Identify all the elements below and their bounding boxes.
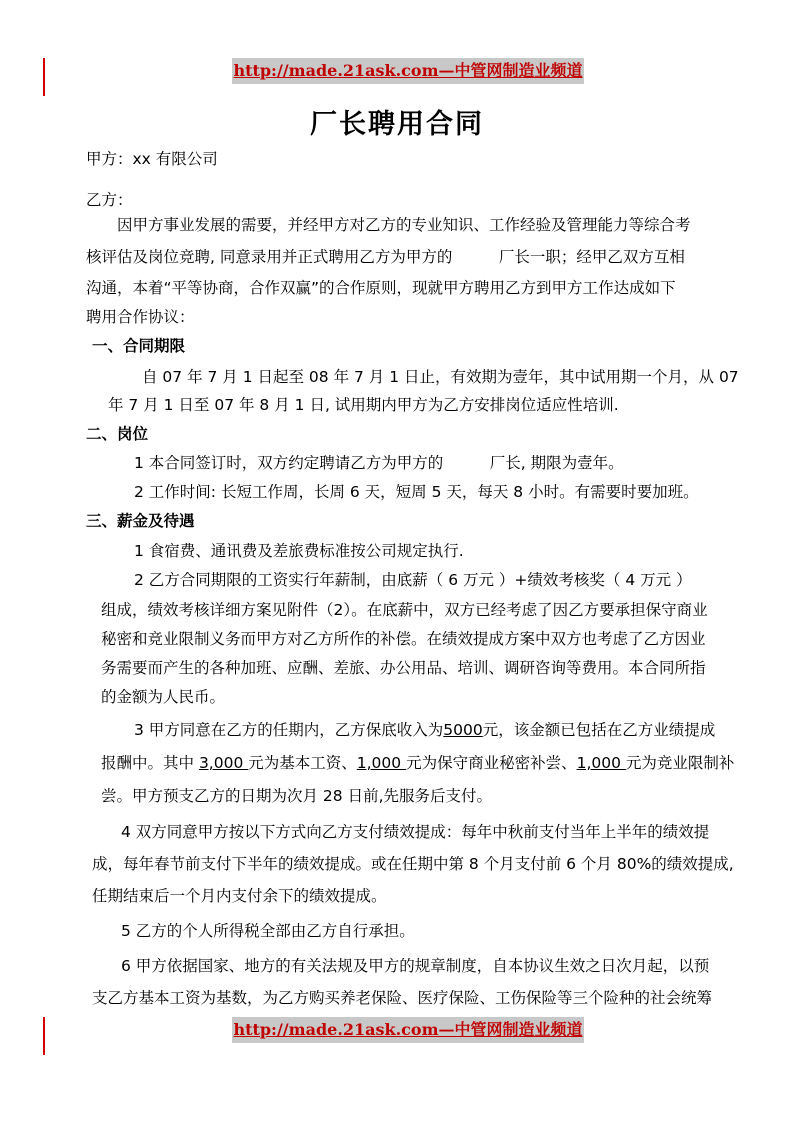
salary-item-2-line: 秘密和竞业限制义务而甲方对乙方所作的补偿。在绩效提成方案中双方也考虑了乙方因业: [101, 630, 706, 648]
salary-item-1: 1 食宿费、通讯费及差旅费标准按公司规定执行.: [134, 542, 464, 560]
intro-line: 聘用合作协议：: [86, 308, 195, 326]
salary-item-6-line: 支乙方基本工资为基数，为乙方购买养老保险、医疗保险、工伤保险等三个险种的社会统筹: [92, 989, 713, 1007]
salary-item-2-line: 务需要而产生的各种加班、应酬、差旅、办公用品、培训、调研咨询等费用。本合同所指: [101, 659, 706, 677]
salary-item-3-line: [134, 720, 715, 740]
amount-confidentiality: 1,000: [356, 754, 407, 772]
footer-link[interactable]: http://made.21ask.com—中管网制造业频道: [232, 1017, 584, 1043]
salary-item-4-line: 任期结束后一个月内支付余下的绩效提成。: [92, 887, 387, 905]
salary-item-4-line: 4 双方同意甲方按以下方式向乙方支付绩效提成：每年中秋前支付当年上半年的绩效提: [121, 823, 710, 841]
text: 3 甲方同意在乙方的任期内，乙方保底收入为: [134, 721, 444, 739]
amount-noncompete: 1,000: [576, 754, 626, 772]
section-heading-position: 二、岗位: [86, 425, 149, 443]
margin-mark-bottom: [43, 1017, 45, 1055]
header-link[interactable]: http://made.21ask.com—中管网制造业频道: [232, 58, 584, 84]
term-line: 自 07 年 7 月 1 日起至 08 年 7 月 1 日止，有效期为壹年，其中试用期一个月，从 07: [142, 368, 739, 386]
section-heading-salary: 三、薪金及待遇: [86, 512, 195, 530]
salary-item-6-line: 6 甲方依据国家、地方的有关法规及甲方的规章制度，自本协议生效之日次月起，以预: [121, 957, 710, 975]
text: 元为保守商业秘密补尝、: [406, 754, 577, 772]
party-a: 甲方：xx 有限公司: [86, 150, 218, 168]
text: 元为基本工资、: [248, 754, 357, 772]
amount-basic-salary: 3,000: [198, 754, 249, 772]
section-heading-term: 一、合同期限: [92, 337, 186, 355]
document-title: 厂长聘用合同: [310, 109, 484, 140]
party-b: 乙方：: [86, 191, 133, 209]
intro-line: 因甲方事业发展的需要，并经甲方对乙方的专业知识、工作经验及管理能力等综合考: [117, 216, 691, 234]
salary-item-5: 5 乙方的个人所得税全部由乙方自行承担。: [121, 922, 415, 940]
text: 元，该金额已包括在乙方业绩提成: [482, 721, 716, 739]
intro-line: 沟通，本着“平等协商，合作双赢”的合作原则，现就甲方聘用乙方到甲方工作达成如下: [86, 279, 676, 297]
salary-item-3-line: 尝。甲方预支乙方的日期为次月 28 日前,先服务后支付。: [101, 787, 493, 805]
amount-guarantee: 5000: [443, 721, 483, 739]
salary-item-2-line: 的金额为人民币。: [101, 688, 226, 706]
term-line: 年 7 月 1 日至 07 年 8 月 1 日, 试用期内甲方为乙方安排岗位适应性培训.: [108, 396, 619, 414]
margin-mark-top: [43, 58, 45, 96]
salary-item-3-line: [101, 753, 734, 773]
text: 元为竞业限制补: [625, 754, 735, 772]
position-item: 2 工作时间: 长短工作周，长周 6 天，短周 5 天，每天 8 小时。有需要时要加班。: [134, 483, 699, 501]
salary-item-2-line: 组成，绩效考核详细方案见附件（2）。在底薪中，双方已经考虑了因乙方要承担保守商业: [101, 601, 708, 619]
text: 报酬中。其中: [101, 754, 199, 772]
salary-item-2-line: 2 乙方合同期限的工资实行年薪制，由底薪（ 6 万元 ）+绩效考核奖（ 4 万元 ）: [134, 571, 692, 589]
intro-line: 核评估及岗位竞聘, 同意录用并正式聘用乙方为甲方的 厂长一职；经甲乙双方互相: [86, 248, 685, 266]
salary-item-4-line: 成，每年春节前支付下半年的绩效提成。或在任期中第 8 个月支付前 6 个月 80%的绩效提成,: [92, 855, 734, 873]
position-item: 1 本合同签订时，双方约定聘请乙方为甲方的 厂长, 期限为壹年。: [134, 454, 624, 472]
